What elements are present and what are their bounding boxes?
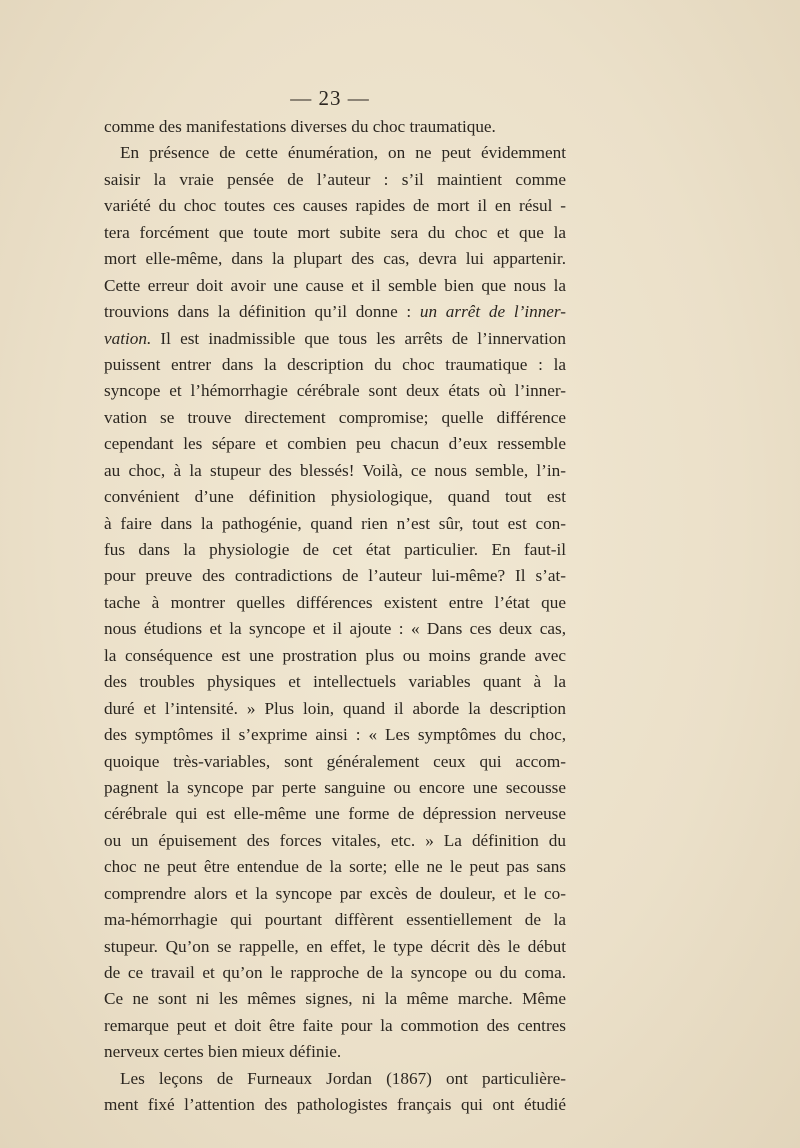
text-line: mort elle-même, dans la plupart des cas, devra lui appartenir.: [104, 249, 566, 269]
text-line: quoique très-variables, sont généralement ceux qui accom-: [104, 751, 566, 771]
text-line: saisir la vraie pensée de l’auteur : s’il maintient comme: [104, 169, 566, 189]
text-line: à faire dans la pathogénie, quand rien n’est sûr, tout est con-: [104, 513, 566, 533]
text-line: au choc, à la stupeur des blessés! Voilà, ce nous semble, l’in-: [104, 460, 566, 480]
text-line: des troubles physiques et intellectuels variables quant à la: [104, 672, 566, 692]
text-line: choc ne peut être entendue de la sorte; elle ne le peut pas sans: [104, 857, 566, 877]
text-line: convénient d’une définition physiologique, quand tout est: [104, 487, 566, 507]
text-line: de ce travail et qu’on le rapproche de la syncope ou du coma.: [104, 963, 566, 982]
text-line: tera forcément que toute mort subite sera du choc et que la: [104, 222, 566, 242]
text-line: nerveux certes bien mieux définie.: [104, 1042, 342, 1062]
text-line: ou un épuisement des forces vitales, etc. » La définition du: [104, 830, 566, 850]
text-line: pour preuve des contradictions de l’auteur lui-même? Il s’at-: [104, 566, 566, 586]
text-line: ma-hémorrhagie qui pourtant diffèrent essentiellement de la: [104, 910, 566, 930]
text-line: En présence de cette énumération, on ne peut évidemment: [120, 143, 566, 163]
text-line: la conséquence est une prostration plus ou moins grande avec: [104, 645, 566, 665]
page-number: — 23 —: [290, 86, 370, 110]
text-line: stupeur. Qu’on se rappelle, en effet, le type décrit dès le début: [104, 936, 566, 956]
text-line: cérébrale qui est elle-même une forme de dépression nerveuse: [104, 804, 566, 824]
text-line: fus dans la physiologie de cet état particulier. En faut-il: [104, 540, 566, 559]
text-line: cependant les sépare et combien peu chacun d’eux ressemble: [104, 434, 566, 454]
text-line: comme des manifestations diverses du choc traumatique.: [104, 117, 496, 136]
text-line: remarque peut et doit être faite pour la commotion des centres: [104, 1015, 566, 1035]
text-line: variété du choc toutes ces causes rapides de mort il en résul -: [104, 196, 566, 216]
text-line: vation. Il est inadmissible que tous les arrêts de l’innervation: [104, 328, 566, 348]
text-line: ment fixé l’attention des pathologistes français qui ont étudié: [104, 1095, 566, 1115]
text-line: des symptômes il s’exprime ainsi : « Les symptômes du choc,: [104, 725, 566, 745]
text-line: duré et l’intensité. » Plus loin, quand il aborde la description: [104, 698, 566, 718]
body-text: [104, 114, 566, 1119]
text-line: nous étudions et la syncope et il ajoute : « Dans ces deux cas,: [104, 619, 566, 639]
text-line: vation se trouve directement compromise; quelle différence: [104, 407, 566, 427]
text-line: trouvions dans la définition qu’il donne : un arrêt de l’inner-: [104, 302, 566, 322]
text-line: syncope et l’hémorrhagie cérébrale sont deux états où l’inner-: [104, 381, 566, 401]
text-line: puissent entrer dans la description du choc traumatique : la: [104, 354, 566, 374]
text-line: comprendre alors et la syncope par excès de douleur, et le co-: [104, 883, 566, 903]
text-line: Cette erreur doit avoir une cause et il semble bien que nous la: [104, 275, 566, 295]
text-line: Ce ne sont ni les mêmes signes, ni la même marche. Même: [104, 989, 566, 1009]
text-line: pagnent la syncope par perte sanguine ou encore une secousse: [104, 777, 566, 797]
text-line: tache à montrer quelles différences existent entre l’état que: [104, 592, 566, 612]
text-line: Les leçons de Furneaux Jordan (1867) ont particulière-: [120, 1068, 566, 1088]
